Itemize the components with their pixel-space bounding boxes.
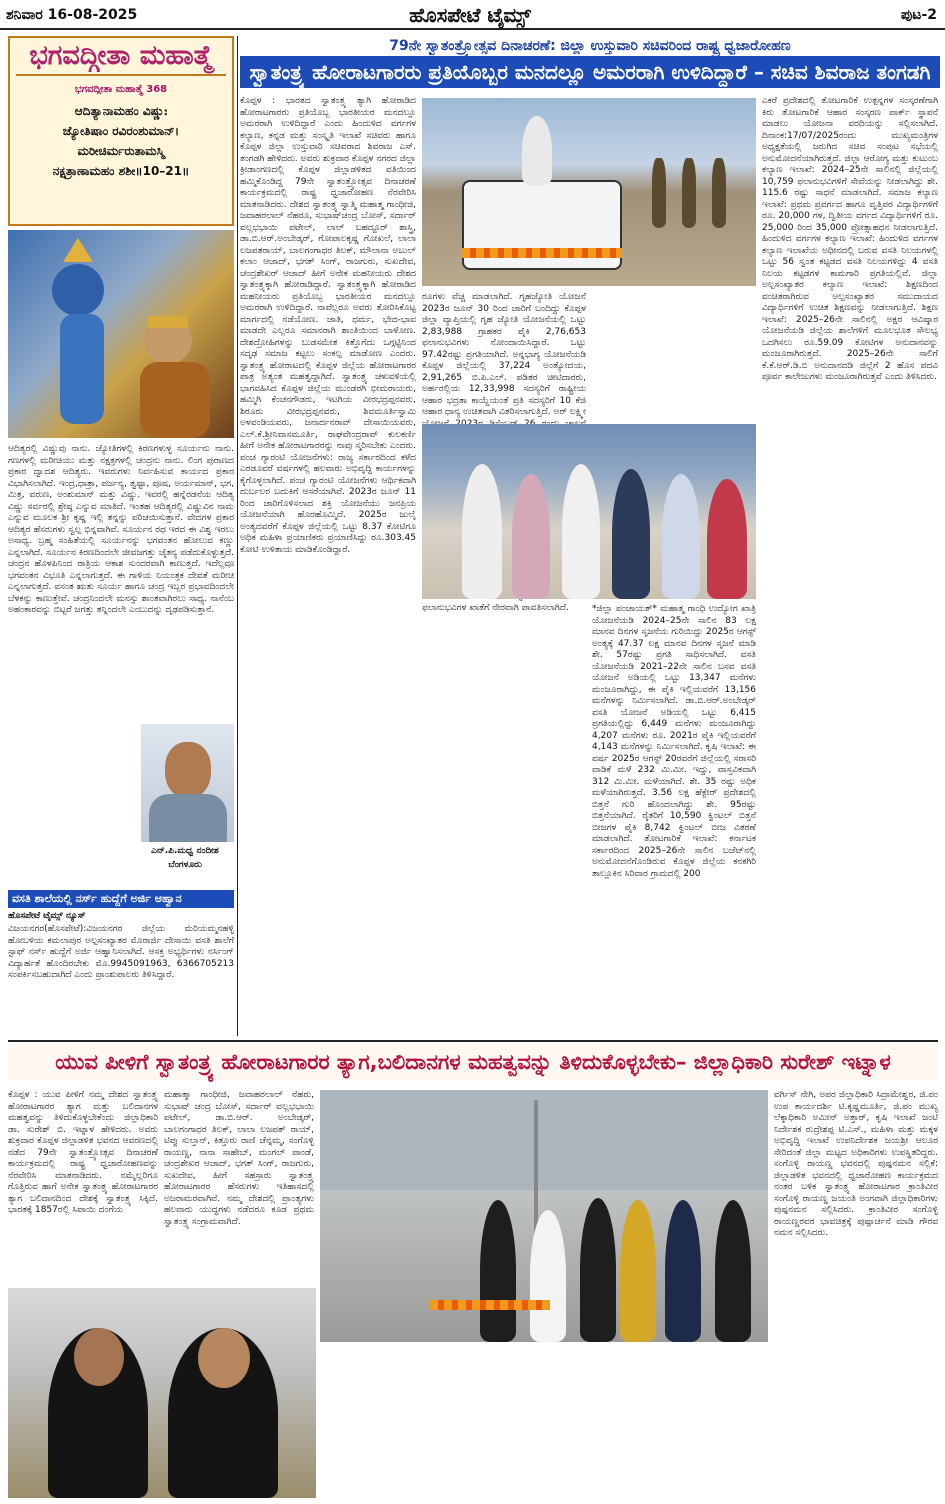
second-col-a: ಕೊಪ್ಪಳ : ಯುವ ಪೀಳಿಗೆ ನಮ್ಮ ದೇಶದ ಸ್ವಾತಂತ್ರ್ಯ ಹೋರಾಟಗಾರರ ತ್ಯಾಗ ಮತ್ತು ಬಲಿದಾನಗಳ ಮಹತ್ವವನ್ನು ತಿಳಿದುಕೊಳ್ಳಬೇಕೆಂದು ಜಿಲ್ಲಾಧಿಕಾರಿ ಡಾ. ಸುರೇಶ್ ಬಿ. ಇಟ್ನಾಳ ಹೇಳಿದರು. ಅವರು ಶುಕ್ರವಾರ ಕೊಪ್ಪಳ ಜಿಲ್ಲಾಡಳಿತ ಭವನದ ಆವರಣದಲ್ಲಿ ನಡೆದ 79ನೇ ಸ್ವಾತಂತ್ರ್ಯೋತ್ಸವ ದಿನಾಚರಣೆ ಕಾರ್ಯಕ್ರಮದಲ್ಲಿ ರಾಷ್ಟ್ರ ಧ್ವಜಾರೋಹಣವನ್ನು ನೆರವೇರಿಸಿ ಮಾತನಾಡಿದರು. ನಮ್ಮೆಲ್ಲರಿಗೂ ಗೊತ್ತಿರುವ ಹಾಗೆ ಅನೇಕ ಸ್ವಾತಂತ್ರ್ಯ ಹೋರಾಟಗಾರರ ತ್ಯಾಗ ಬಲಿದಾನದಿಂದ ದೇಶಕ್ಕೆ ಸ್ವಾತಂತ್ರ್ಯ ಸಿಕ್ಕಿದೆ. ಭಾರತಕ್ಕೆ 1857ರಲ್ಲಿ ಸಿಪಾಯಿ ದಂಗೆಯ [8, 1090, 158, 1215]
main-col-d: ಎಕರೆ ಪ್ರದೇಶದಲ್ಲಿ ತೋಟಗಾರಿಕೆ ಉತ್ಪನ್ನಗಳ ಸಂಸ್ಕರಣೆಗಾಗಿ ಕಿರು ತೋಟಗಾರಿಕೆ ಆಹಾರ ಸಂಸ್ಕರಣ ಪಾರ್ಕ್ ಸ್ಥಾಪನೆ ಮಾಡಲು ಯೋಜನಾ ವರದಿಯನ್ನು ಸಲ್ಲಿಸಲಾಗಿದೆ. ದಿನಾಂಕ:17/07/2025ರಂದು ಮುಖ್ಯಮಂತ್ರಿಗಳ ಅಧ್ಯಕ್ಷತೆಯಲ್ಲಿ ಜರುಗಿದ ಸಚಿವ ಸಂಪುಟ ಸಭೆಯಲ್ಲಿ ಅನುಮೋದನೆಯಾಗಿರುತ್ತದೆ. ಜಿಲ್ಲಾ ಆರೋಗ್ಯ ಮತ್ತು ಕುಟುಂಬ ಕಲ್ಯಾಣ ಇಲಾಖೆ: 2024–25ನೇ ಸಾಲಿನಲ್ಲಿ ಜಿಲ್ಲೆಯಲ್ಲಿ 10,759 ಫಲಾನುಭವಿಗಳಿಗೆ ಸೇವೆಯನ್ನು ನೀಡಲಾಗಿದ್ದು ಶೇ. 115.6 ರಷ್ಟು ಸಾಧನೆ ಮಾಡಲಾಗಿದೆ. ಸಮಾಜ ಕಲ್ಯಾಣ ಇಲಾಖೆ: ಪ್ರಥಮ ಪ್ರವರ್ಗದ ಹಾಗೂ ವೃತ್ತಿಪರ ವಿದ್ಯಾರ್ಥಿಗಳಿಗೆ ರೂ. 20,000 ಗಳ, ದ್ವಿತೀಯ ವರ್ಗದ ವಿದ್ಯಾರ್ಥಿಗಳಿಗೆ ರೂ. 25,000 ರಿಂದ 35,000 ಪ್ರೋತ್ಸಾಹಧನ ನೀಡಲಾಗುತ್ತಿದೆ. ಹಿಂದುಳಿದ ವರ್ಗಗಳ ಕಲ್ಯಾಣ ಇಲಾಖೆ: ಹಿಂದುಳಿದ ವರ್ಗಗಳ ಕಲ್ಯಾಣ ಇಲಾಖೆಯ ಅಧೀನದಲ್ಲಿ ಬರುವ ವಸತಿ ನಿಲಯಗಳಲ್ಲಿ ಒಟ್ಟು 56 ಸ್ವಂತ ಕಟ್ಟಡದ ವಸತಿ ನಿಲಯಗಳಿದ್ದು 4 ವಸತಿ ನಿಲಯ ಕಟ್ಟಡಗಳ ಕಾಮಗಾರಿ ಪ್ರಗತಿಯಲ್ಲಿವೆ. ಜಿಲ್ಲಾ ಅಲ್ಪಸಂಖ್ಯಾತರ ಕಲ್ಯಾಣ ಇಲಾಖೆ: ಶಿಕ್ಷಣದಿಂದ ವಂಚಿತರಾಗಿರುವ ಅಲ್ಪಸಂಖ್ಯಾತರ ಸಮುದಾಯದ ವಿದ್ಯಾರ್ಥಿಗಳಿಗೆ ಉಚಿತ ಶಿಕ್ಷಣವನ್ನು ನೀಡಲಾಗುತ್ತಿದೆ. ಶಿಕ್ಷಣ ಇಲಾಖೆ: 2025–26ನೇ ಸಾಲಿನಲ್ಲಿ ಅಕ್ಷರ ಆವಿಷ್ಕಾರ ಯೋಜನೆಯಡಿ ಜಿಲ್ಲೆಯ ಶಾಲೆಗಳಿಗೆ ಮೂಲಭೂತ ಸೌಲಭ್ಯ ಒದಗಿಸಲು ರೂ.59.09 ಕೋಟಿಗಳ ಅನುದಾನವನ್ನು ಮಂಜೂರಾಗಿರುತ್ತದೆ. 2025–26ನೇ ಸಾಲಿಗೆ ಕೆ.ಕೆ.ಆರ್.ಡಿ.ಬಿ ಅನುದಾನದಡಿ ಜಿಲ್ಲೆಗೆ 2 ಹೊಸ ಪದವಿ ಪೂರ್ವ ಕಾಲೇಜುಗಳು ಮಂಜೂರಾಗಿರುತ್ತವೆ ಎಂದು ತಿಳಿಸಿದರು. [762, 96, 938, 382]
author-city: ಬೆಂಗಳೂರು [168, 860, 202, 870]
main-col-c-top [592, 292, 756, 422]
verse-line: ಆದಿತ್ಯಾನಾಮಹಂ ವಿಷ್ಣುಃ [74, 104, 168, 118]
second-col-b: ಮಹಾತ್ಮಾ ಗಾಂಧೀಜಿ, ಜವಾಹರಲಾಲ್ ನೆಹರು, ಸುಭಾಷ್ ಚಂದ್ರ ಬೋಸ್, ಸರ್ದಾರ್ ವಲ್ಲಭಭಾಯಿ ಪಟೇಲ್, ಡಾ.ಬಿ.ಆರ್. ಅಂಬೇಡ್ಕರ್, ಬಾಲಗಂಗಾಧರ ತಿಲಕ್, ಲಾಲಾ ಲಜಪತ್ ರಾಯ್, ಟಿಪ್ಪು ಸುಲ್ತಾನ್, ಕಿತ್ತೂರು ರಾಣಿ ಚೆನ್ನಮ್ಮ, ಸಂಗೊಳ್ಳಿ ರಾಯಣ್ಣ, ನಾನಾ ಸಾಹೇಬ್, ಮಂಗಲ್ ಪಾಂಡೆ, ಚಂದ್ರಶೇಖರ ಆಜಾದ್, ಭಗತ್ ಸಿಂಗ್, ರಾಜಗುರು, ಸುಖದೇವ, ಹೀಗೆ ಸಹಸ್ರಾರು ಸ್ವಾತಂತ್ರ್ಯ ಹೋರಾಟಗಾರರ ಹೆಸರುಗಳು ಇತಿಹಾಸದಲ್ಲಿ ಅಜರಾಮರವಾಗಿವೆ. ನಮ್ಮ ದೇಶದಲ್ಲಿ ಪ್ರಾಂತ್ಯಗಳು ಹಲವಾರು ಯುದ್ಧಗಳು ನಡೆದರೂ ಕೂಡ ಪ್ರಥಮ ಸ್ವಾತಂತ್ರ್ಯ ಸಂಗ್ರಾಮವಾಗಿದೆ. [164, 1090, 314, 1227]
section-divider [8, 1040, 938, 1042]
masthead [0, 0, 945, 30]
second-headline: ಯುವ ಪೀಳಿಗೆ ಸ್ವಾತಂತ್ರ್ಯ ಹೋರಾಟಗಾರರ ತ್ಯಾಗ,ಬಲಿದಾನಗಳ ಮಹತ್ವವನ್ನು ತಿಳಿದುಕೊಳ್ಳಬೇಕು– ಜಿಲ್ಲಾಧಿಕಾರಿ ಸುರೇಶ್ ಇಟ್ನಾಳ [8, 1044, 938, 1080]
main-col-b2 [422, 604, 586, 1036]
column-divider [237, 36, 238, 1036]
main-col-b: ರೂಗಳು ವೆಚ್ಚ ಮಾಡಲಾಗಿದೆ. ಗೃಹಜ್ಯೋತಿ ಯೋಜನೆ 2023ರ ಜೂನ್ 30 ರಿಂದ ಜಾರಿಗೆ ಬಂದಿದ್ದು ಕೊಪ್ಪಳ ಜಿಲ್ಲಾ ವ್ಯಾಪ್ತಿಯಲ್ಲಿ ಗೃಹ ಜ್ಯೋತಿ ಯೋಜನೆಯಲ್ಲಿ ಒಟ್ಟು 2,83,988 ಗ್ರಾಹಕರ ಪೈಕಿ 2,76,653 ಫಲಾನುಭವಿಗಳು ನೋಂದಾಯಿಸಿದ್ದಾರೆ. ಒಟ್ಟು 97.42ರಷ್ಟು ಪ್ರಗತಿಯಾಗಿದೆ. ಅನ್ನಭಾಗ್ಯ ಯೋಜನೆಯಡಿ ಕೊಪ್ಪಳ ಜಿಲ್ಲೆಯಲ್ಲಿ 37,224 ಅಂತ್ಯೋದಯ, 2,91,265 ಬಿ.ಪಿ.ಎಲ್. ಪಡಿತರ ಚೀಟಿದಾರರು, ಅರ್ಹರಲ್ಲಿಯ 12,33,998 ಸದಸ್ಯರಿಗೆ ರಾಷ್ಟ್ರೀಯ ಆಹಾರ ಭದ್ರತಾ ಕಾಯ್ದೆಯಂತೆ ಪ್ರತಿ ಸದಸ್ಯರಿಗೆ 10 ಕೆಜಿ ಆಹಾರ ಧಾನ್ಯ ಉಚಿತವಾಗಿ ವಿತರಿಸಲಾಗುತ್ತಿದೆ. ಅರ್ ಲಕ್ಷ್ಮೀ ಫಲಾನುಭವಿಗಳ ಖಾತೆಗೆ ನೇರವಾಗಿ ಪಾವತಿಸಲಾಗಿದೆ. [422, 292, 586, 613]
issue-date: ಶನಿವಾರ 16-08-2025 [6, 7, 138, 23]
verse-line: ಜ್ಯೋತಿಷಾಂ ರವಿರಂಶುಮಾನ್। [62, 124, 180, 138]
nurse-body: ವಿಜಯನಗರ(ಹೊಸಪೇಟೆ):ವಿಜಯನಗರ ಜಿಲ್ಲೆಯ ಮರಿಯಮ್ಮನಹಳ್ಳಿ ಹೋಬಳಿಯ ಕಮಲಾಪುರ ಅಲ್ಪಸಂಖ್ಯಾತರ ಮೊರಾರ್ಜಿ ದೇಸಾಯಿ ವಸತಿ ಶಾಲೆಗೆ ಸ್ಟಾಫ್ ನರ್ಸ್ ಹುದ್ದೆಗೆ ಅರ್ಜಿ ಆಹ್ವಾನಿಸಲಾಗಿದೆ. ಆಸಕ್ತ ಅಭ್ಯರ್ಥಿಗಳು ನರ್ಸಿಂಗ್ ವಿದ್ಯಾರ್ಹತೆ ಹೊಂದಿರಬೇಕು ಮೊ.9945091963, 6366705213 ಸಂಪರ್ಕಿಸಬಹುದಾಗಿದೆ ಎಂದು ಪ್ರಾಂಶುಪಾಲರು ತಿಳಿಸಿದ್ದಾರೆ. [8, 924, 234, 980]
second-col-c: ವರ್ಗಿಸ್ ನೇಗಿ, ಅಪರ ಜಿಲ್ಲಾಧಿಕಾರಿ ಸಿದ್ರಾಮೇಶ್ವರ, ಜಿ.ಪಂ ಉಪ ಕಾರ್ಯದರ್ಶಿ ಟಿ.ಕೃಷ್ಣಮೂರ್ತಿ, ಜಿ.ಪಂ ಮುಖ್ಯ ಲೆಕ್ಕಾಧಿಕಾರಿ ಅಮೀನ್ ಅತ್ತಾರ್, ಕೃಷಿ ಇಲಾಖೆ ಜಂಟಿ ನಿರ್ದೇಶಕ ರುದ್ರೇಶಪ್ಪ ಟಿ.ಎಸ್., ಮಹಿಳಾ ಮತ್ತು ಮಕ್ಕಳ ಅಭಿವೃದ್ಧಿ ಇಲಾಖೆ ಉಪನಿರ್ದೇಶಕ ಜಯಶ್ರೀ ಆಲೂರ ಸೇರಿದಂತೆ ಜಿಲ್ಲಾ ಮಟ್ಟದ ಅಧಿಕಾರಿಗಳು ಉಪಸ್ಥಿತರಿದ್ದರು. ಸಂಗೊಳ್ಳಿ ರಾಯಣ್ಣ ಭವನದಲ್ಲಿ ಪುಷ್ಪನಮನ ಸಲ್ಲಿಕೆ: ಜಿಲ್ಲಾಡಳಿತ ಭವನದಲ್ಲಿ ಧ್ವಜಾರೋಹಣ ಕಾರ್ಯಕ್ರಮದ ನಂತರ ಬಳಿಕ ಸ್ವಾತಂತ್ರ್ಯ ಹೋರಾಟಗಾರ ಕ್ರಾಂತಿವೀರ ಸಂಗೊಳ್ಳಿ ರಾಯಣ್ಣ ಜಯಂತಿ ಅಂಗವಾಗಿ ಜಿಲ್ಲಾಧಿಕಾರಿಗಳು ಪುಷ್ಪನಮನ ಸಲ್ಲಿಸಿದರು. ಕ್ರಾಂತಿವೀರ ಸಂಗೊಳ್ಳಿ ರಾಯಣ್ಣರವರ ಭಾವಚಿತ್ರಕ್ಕೆ ಪುಷ್ಪಾರ್ಚನೆ ಮಾಡಿ ಗೌರವ ನಮನ ಸಲ್ಲಿಸಿದರು. [774, 1090, 938, 1238]
author-name: ಎನ್.ಪಿ.ಮಧ್ವ ನಂದೀಶ [151, 846, 219, 856]
verse-line: ನಕ್ಷತ್ರಾಣಾಮಹಂ ಶಶೀ॥10–21॥ [52, 164, 190, 178]
main-col-a: ಕೊಪ್ಪಳ : ಭಾರತದ ಸ್ವಾತಂತ್ರ್ಯ ತ್ಯಾಗಿ ಹೋರಾಡಿದ ಹೋರಾಟಗಾರರು ಪ್ರತಿಯೊಬ್ಬ ಭಾರತೀಯರ ಮನದಲ್ಲೂ ಅಮರರಾಗಿ ಉಳಿದಿದ್ದಾರೆ ಎಂದು ಹಿಂದುಳಿದ ವರ್ಗಗಳ ಕಲ್ಯಾಣ, ಕನ್ನಡ ಮತ್ತು ಸಂಸ್ಕೃತಿ ಇಲಾಖೆ ಸಚಿವರು ಹಾಗೂ ಕೊಪ್ಪಳ ಜಿಲ್ಲಾ ಉಸ್ತುವಾರಿ ಸಚಿವರಾದ ಶಿವರಾಜ ಎಸ್. ತಂಗಡಗಿ ಹೇಳಿದರು. ಅವರು ಶುಕ್ರವಾರ ಕೊಪ್ಪಳ ನಗರದ ಜಿಲ್ಲಾ ಕ್ರೀಡಾಂಗಣದಲ್ಲಿ ಕೊಪ್ಪಳ ಜಿಲ್ಲಾಡಳಿತದ ವತಿಯಿಂದ ಹಮ್ಮಿಕೊಂಡಿದ್ದ 79ನೇ ಸ್ವಾತಂತ್ರ್ಯೋತ್ಸವ ದಿನಾಚರಣೆ ಕಾರ್ಯಕ್ರಮದಲ್ಲಿ ರಾಷ್ಟ್ರ ಧ್ವಜಾರೋಹಣ ನೆರವೇರಿಸಿ ಮಾತನಾಡಿದರು. ದೇಶದ ಸ್ವಾತಂತ್ರ್ಯ ಸ್ವಾತ್ಮಿ ಮಹಾತ್ಮ ಗಾಂಧೀಜಿ, ಜವಾಹರಲಾಲ್ ನೆಹರೂ, ಸುಭಾಷ್‌ಚಂದ್ರ ಬೋಸ್, ಸರ್ದಾರ್ ವಲ್ಲಭಭಾಯಿ ಪಟೇಲ್, ಲಾಲ್ ಬಹದ್ದೂರ್ ಶಾಸ್ತ್ರಿ, ಡಾ.ಬಿ.ಆರ್.ಅಂಬೇಡ್ಕರ್, ಗೋಪಾಲಕೃಷ್ಣ ಗೋಖಲೆ, ಲಾಲಾ ಲಜಪತರಾಯ್, ಬಾಲಗಂಗಾಧರ ತಿಲಕ್, ಮೌಲಾನಾ ಅಬುಲ್ ಕಲಾಂ ಆಜಾದ್, ಭಗತ್ ಸಿಂಗ್, ರಾಜಗುರು, ಸುಖದೇವ, ಚಂದ್ರಶೇಖರ್ ಆಜಾದ್ ಹೀಗೆ ಅನೇಕ ಮಹನೀಯರು ದೇಶದ ಸ್ವಾತಂತ್ರ್ಯಕ್ಕಾಗಿ ಹೋರಾಡಿದ್ದಾರೆ. ಸ್ವಾತಂತ್ರ್ಯಕ್ಕಾಗಿ ಹೋರಾಡಿದ ಮಹನೀಯರು ಪ್ರತಿಯೊಬ್ಬ ಭಾರತೀಯರ ಮನದಲ್ಲೂ ಅಮರರಾಗಿ ಉಳಿದಿದ್ದಾರೆ. ನಾವೆಲ್ಲರೂ ಅವರು ತೋರಿಸಿಕೊಟ್ಟ ಮಾರ್ಗದಲ್ಲಿ ನಡೆಯೋಣ. ಜಾತಿ, ಧರ್ಮ, ಭೇದ-ಭಾವ ಮಾಡದೇ ಎಲ್ಲರೂ ಸಮಾನರಾಗಿ ಶಾಂತಿಯಿಂದ ಬಾಳೋಣ. ದೇಶದ್ರೋಹಿಗಳನ್ನು ಬುಡಸಮೇತ ಕಿತ್ತೊಗೆದು ಒಗ್ಗಟ್ಟಿನಿಂದ ಸದೃಢ ಸಮಾಜ ಕಟ್ಟಲು ಸಂಕಲ್ಪ ಮಾಡೋಣ ಎಂದರು. ಸ್ವಾತಂತ್ರ್ಯ ಹೋರಾಟದಲ್ಲಿ ಕೊಪ್ಪಳ ಜಿಲ್ಲೆಯ ಹೋರಾಟಗಾರರ ಪಾತ್ರ ಅತ್ಯಂತ ಮಹತ್ವದ್ದಾಗಿದೆ. ಸ್ವಾತಂತ್ರ್ಯ ಚಳುವಳಿಯಲ್ಲಿ ಭಾಗವಹಿಸಿದ ಕೊಪ್ಪಳ ಜಿಲ್ಲೆಯ ಮುಂಡರಗಿ ಭೀಮರಾಯರು, ಹಮ್ಮಿಗಿ ಕೆಂಚನಗೌಡರು, ಇಟಗಿಯ ವೀರಭದ್ರಪ್ಪನವರು, ಶಿರೂರು ವೀರಭದ್ರಪ್ಪನವರು, ಶಿವಮೂರ್ತಿಸ್ವಾಮಿ ಅಳವಂಡಿಯವರು, ಜನಾರ್ದನರಾವ್ ದೇಸಾಯಿಯವರು, ಎಲ್.ಕೆ.ಶ್ರೀನಿವಾಸಮೂರ್ತಿ, ರಾಘವೇಂದ್ರರಾವ್ ಕುಲಕರ್ಣಿ ಹೀಗೆ ಅನೇಕ ಹೋರಾಟಗಾರರನ್ನು ನಾವು ಸ್ಮರಿಸಬೇಕು ಎಂದರು. ಪಂಚ ಗ್ಯಾರಂಟಿ ಯೋಜನೆಗಳು: ರಾಜ್ಯ ಸರ್ಕಾರದಿಂದ ಕಳೆದ ಎರಡೂವರೆ ವರ್ಷಗಳಲ್ಲಿ ಹಲವಾರು ಅಭಿವೃದ್ಧಿ ಕಾರ್ಯಗಳನ್ನು ಕೈಗೊಳ್ಳಲಾಗಿದೆ. ಪಂಚ ಗ್ಯಾರಂಟಿ ಯೋಜನೆಗಳು ಆರ್ಥಿಕವಾಗಿ ದುರ್ಬಲರ ಬದುಕಿಗೆ ಆಸರೆಯಾಗಿವೆ. 2023ರ ಜೂನ್ 11 ರಿಂದ ಜಾರಿಗೊಳಿಸಲಾದ ಶಕ್ತಿ ಯೋಜನೆಯು ಜನಪ್ರಿಯ ಯೋಜನೆಯಾಗಿ ಹೊರಹೊಮ್ಮಿದೆ. 2025ರ ಜುಲೈ ಅಂತ್ಯದವರೆಗೆ ಕೊಪ್ಪಳ ಜಿಲ್ಲೆಯಲ್ಲಿ ಒಟ್ಟು 8.37 ಕೋಟಿಗೂ ಅಧಿಕ ಮಹಿಳಾ ಪ್ರಯಾಣಿಕರು ಪ್ರಯಾಣಿಸಿದ್ದು ರೂ.303.45 ಕೋಟಿ ಉಳಿತಾಯ ಮಾಡಿಕೊಂಡಿದ್ದಾರೆ. [240, 96, 416, 555]
main-kicker: 79ನೇ ಸ್ವಾತಂತ್ರ್ಯೋತ್ಸವ ದಿನಾಚರಣೆ: ಜಿಲ್ಲಾ ಉಸ್ತುವಾರಿ ಸಚಿವರಿಂದ ರಾಷ್ಟ್ರ ಧ್ವಜಾರೋಹಣ [389, 38, 791, 54]
gita-title: ಭಗವದ್ಗೀತಾ ಮಹಾತ್ಮೆ [29, 40, 213, 71]
main-col-c: *ಜಿಲ್ಲಾ ಪಂಚಾಯತ್* ಮಹಾತ್ಮ ಗಾಂಧಿ ಉದ್ಯೋಗ ಖಾತ್ರಿ ಯೋಜನೆಯಡಿ 2024–25ನೇ ಸಾಲಿನ 83 ಲಕ್ಷ ಮಾನವ ದಿನಗಳ ಸೃಜನೆಯ ಗುರಿಯಿದ್ದು 2025ರ ಆಗಸ್ಟ್ ಅಂತ್ಯಕ್ಕೆ 47.37 ಲಕ್ಷ ಮಾನವ ದಿನಗಳ ಸೃಜನೆ ಮಾಡಿ ಶೇ. 57ರಷ್ಟು ಪ್ರಗತಿ ಸಾಧಿಸಲಾಗಿದೆ. ವಸತಿ ಯೋಜನೆಯಡಿ 2021–22ನೇ ಸಾಲಿನ ಬಸವ ವಸತಿ ಯೋಜನೆ ಅಡಿಯಲ್ಲಿ ಒಟ್ಟು 13,347 ಮನೆಗಳು ಮಂಜೂರಾಗಿದ್ದು, ಈ ಪೈಕಿ ಇಲ್ಲಿಯವರೆಗೆ 13,156 ಮನೆಗಳನ್ನು ನಿರ್ಮಿಸಲಾಗಿದೆ. ಡಾ.ಬಿ.ಆರ್.ಅಂಬೇಡ್ಕರ್ ವಸತಿ ಯೋಜನೆ ಅಡಿಯಲ್ಲಿ ಒಟ್ಟು 6,415 ಪ್ರಗತಿಯಲ್ಲಿದ್ದು 6,449 ಮನೆಗಳು ಮಂಜೂರಾಗಿದ್ದು 4,207 ಮನೆಗಳು ರೂ. 2021ರ ಪೈಕಿ ಇಲ್ಲಿಯವರೆಗೆ 4,143 ಮನೆಗಳನ್ನು ನಿರ್ಮಿಸಲಾಗಿದೆ. ಕೃಷಿ ಇಲಾಖೆ: ಈ ವರ್ಷ 2025ರ ಆಗಸ್ಟ್ 20ರವರೆಗೆ ಜಿಲ್ಲೆಯಲ್ಲಿ ಸರಾಸರಿ ವಾಡಿಕೆ ಮಳೆ 232 ಮಿ.ಮೀ. ಇದ್ದು, ವಾಸ್ತವಿಕವಾಗಿ 312 ಮಿ.ಮೀ. ಮಳೆಯಾಗಿದೆ. ಶೇ. 35 ರಷ್ಟು ಅಧಿಕ ಮಳೆಯಾಗಿರುತ್ತದೆ. 3.56 ಲಕ್ಷ ಹೆಕ್ಟೇರ್ ಪ್ರದೇಶದಲ್ಲಿ ಬಿತ್ತನೆ ಗುರಿ ಹೊಂದಲಾಗಿದ್ದು ಶೇ. 95ರಷ್ಟು ಬಿತ್ತನೆಯಾಗಿದೆ. ರೈತರಿಗೆ 10,590 ಕ್ವಿಂಟಲ್ ಬಿತ್ತನೆ ಬೀಜಗಳ ಪೈಕಿ 8,742 ಕ್ವಿಂಟಲ್ ಬೀಜ ವಿತರಣೆ ಮಾಡಲಾಗಿದೆ. ತೋಟಗಾರಿಕೆ ಇಲಾಖೆ: ಕರ್ನಾಟಕ ಸರ್ಕಾರದಿಂದ 2025–26ನೇ ಸಾಲಿನ ಬಜೆಟ್‌ನಲ್ಲಿ ಅನುಮೋದನೆಗೊಂಡಿರುವ ಕೊಪ್ಪಳ ಜಿಲ್ಲೆಯ ಕನಕಗಿರಿ ತಾಲ್ಲೂಕಿನ ಸಿರಿವಾರ ಗ್ರಾಮದಲ್ಲಿ 200 [592, 604, 756, 879]
gita-label: ಭಗವದ್ಗೀತಾ ಮಹಾತ್ಮೆ 368 [74, 84, 168, 95]
gita-body-cont [8, 724, 136, 876]
nurse-title: ವಸತಿ ಶಾಲೆಯಲ್ಲಿ ನರ್ಸ್ ಹುದ್ದೆಗೆ ಅರ್ಜಿ ಆಹ್ವಾನ [8, 890, 234, 908]
painting-figures [8, 230, 234, 438]
gita-verse [10, 101, 232, 181]
laptop-distribution-photo [422, 424, 756, 599]
dc-flag-ceremony-photo [320, 1090, 768, 1342]
nurse-byline: ಹೊಸಪೇಟೆ ಟೈಮ್ಸ್ ನ್ಯೂಸ್ [8, 911, 86, 921]
krishna-arjuna-painting [8, 230, 234, 438]
main-headline: ಸ್ವಾತಂತ್ರ್ಯ ಹೋರಾಟಗಾರರು ಪ್ರತಿಯೊಬ್ಬರ ಮನದಲ್ಲೂ ಅಮರರಾಗಿ ಉಳಿದಿದ್ದಾರೆ – ಸಚಿವ ಶಿವರಾಜ ತಂಗಡಗಿ [240, 56, 940, 88]
officials-portrait-photo [8, 1288, 316, 1498]
author-photo [141, 724, 234, 842]
nurse-notice [8, 890, 234, 1040]
paper-name: ಹೊಸಪೇಟೆ ಟೈಮ್ಸ್ [409, 3, 531, 27]
verse-line: ಮರೀಚಿರ್ಮರುತಾಮಸ್ಮಿ [77, 144, 165, 158]
second-col-mid [320, 1348, 768, 1498]
gita-body-text: ಆದಿತ್ಯರಲ್ಲಿ ವಿಷ್ಣುವು ನಾನು. ಜ್ಯೋತಿಗಳಲ್ಲಿ ಕಿರಣಗಳುಳ್ಳ ಸೂರ್ಯನು ನಾನು. ಗಣಗಳಲ್ಲಿ ಮರೀಚಿಯು ಮತ್ತು ನಕ್ಷತ್ರಗಳಲ್ಲಿ ಚಂದ್ರನು ನಾನು. ಲಿಂಗ ಪುರಾಣದ ಪ್ರಕಾರ ದ್ವಾದಶ ಆದಿತ್ಯರು. ಇವರುಗಳು ನಿರ್ವಹಿಸುವ ಕಾರ್ಯದ ಪ್ರಕಾರ ವಿಭಾಗಿಸಲಾಗಿದೆ. ಇಂದ್ರ,ಧಾತ್ರಾ, ಪರ್ಜನ್ಯ, ತ್ವಷ್ಟಾ, ಪೂಷ, ಅರ್ಯಮಾನ್, ಭಗ, ಮಿತ್ರ, ವರುಣ, ಅಂಶುಮಾನ್ ಮತ್ತು ವಿಷ್ಣು. ಇವರಲ್ಲಿ ಹನ್ನೆರಡನೆಯ ಆದಿತ್ಯ ವಿಷ್ಣು ಸರ್ವರಲ್ಲಿ ಶ್ರೇಷ್ಠ ಎನ್ನುವ ಮಾತಿದೆ. ಇಂತಹ ಆದಿತ್ಯರಲ್ಲಿ ವಿಷ್ಣುವಿನ ನಾಮ ಎನ್ನುವ ಮೂಲಕ ಶ್ರೀ ಕೃಷ್ಣ ಇಲ್ಲಿ ತನ್ನನ್ನು ಪರಿಚಯಿಸುತ್ತಾನೆ. ವೇದಗಳ ಪ್ರಕಾರ ಆದಿತ್ಯರ ಹೆಸರುಗಳು ಸ್ವಲ್ಪ ಭಿನ್ನವಾಗಿವೆ. ಸೂರ್ಯನ ರಥ ಇರದ ಈ ವಿಶ್ವ ಇರಲು ಅಸಾಧ್ಯ. ಬ್ರಹ್ಮ ಸಂಹಿತೆಯಲ್ಲಿ ಸೂರ್ಯನನ್ನು ಭಗವಂತನ ಹೋಲುವ ಕಣ್ಣು ಎನ್ನಲಾಗಿದೆ. ಸೂರ್ಯನ ಕಿರಣದಿಂದಲೇ ಜೀವಜಗತ್ತು ಚೈತನ್ಯ ಪಡೆದುಕೊಳ್ಳುತ್ತದೆ. ಚಂದ್ರನ ಹೊಳಪಿನಿಂದ ರಾತ್ರಿಯ ಆಕಾಶ ಸುಂದರವಾಗಿ ಕಾಣುತ್ತದೆ. ಇದೆಲ್ಲವೂ ಭಗವಂತನ ವಿಭೂತಿ ಎನ್ನಲಾಗುತ್ತದೆ. ಈ ಗಾಳಿಯ ನಿಯಂತ್ರಕ ದೇವತೆ ಮರೀಚಿ ಎನ್ನಲಾಗುತ್ತದೆ. ವಸಂತ ಋತು ಸೂರ್ಯ ಹಾಗೂ ಚಂದ್ರ ಇಬ್ಬರ ಪ್ರಭಾವದಿಂದಲೇ ಬೆಳಕನ್ನು ಕಾಣುತ್ತೇವೆ. ಚಂದ್ರನಿಂದಲೇ ಮನಸ್ಸು ಶಾಂತವಾಗಿರಲು ಸಾಧ್ಯ. ನಾನೆಂಬ ಅಹಂಕಾರವನ್ನು ಬಿಟ್ಟರೆ ಜಗತ್ತು ತನ್ನಿಂದಲೇ ಎಂಬುದನ್ನು ದೃಢಪಡಿಸುತ್ತಾನೆ. [8, 444, 234, 615]
page-number: ಪುಟ-2 [900, 7, 937, 23]
flag-hoisting-photo [422, 98, 756, 286]
gita-header-box [8, 36, 234, 226]
